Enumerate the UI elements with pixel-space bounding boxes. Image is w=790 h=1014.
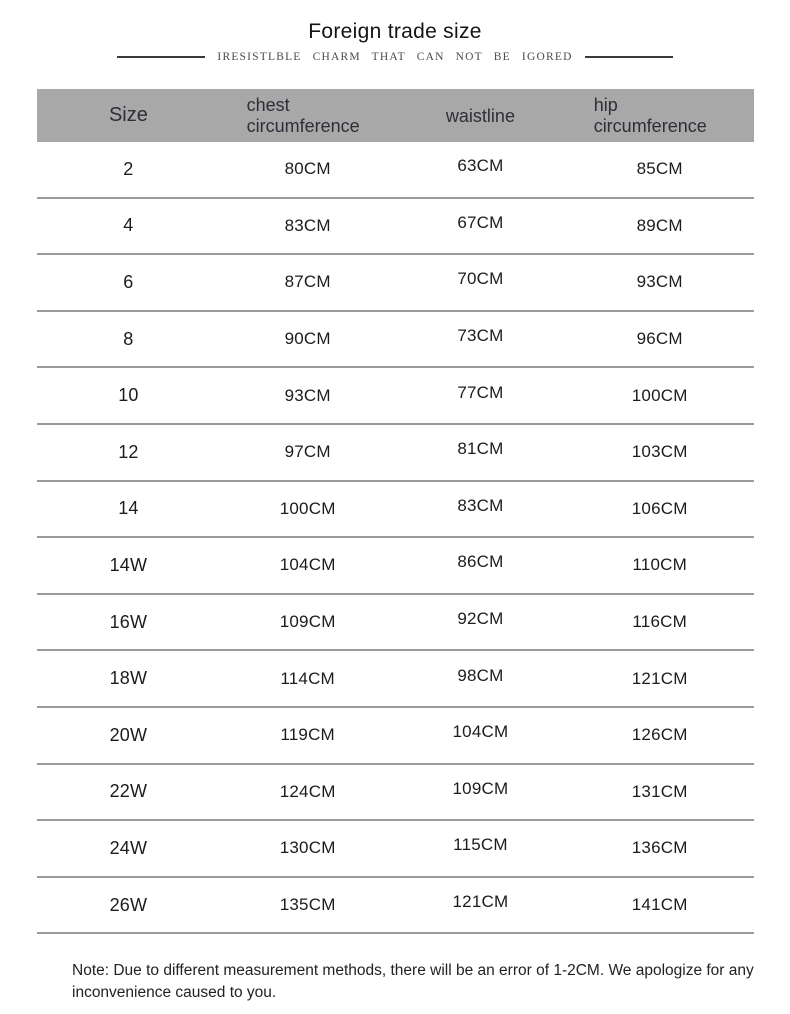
cell-waist: 121CM — [452, 892, 509, 912]
table-row — [37, 425, 754, 482]
cell-chest: 100CM — [279, 498, 336, 518]
subtitle-row — [0, 51, 790, 63]
cell-waist: 115CM — [453, 835, 508, 855]
table-row — [37, 312, 754, 369]
table-row — [37, 595, 754, 652]
cell-chest: 119CM — [280, 725, 335, 745]
subtitle-text: IRESISTLBLE CHARM THAT CAN NOT BE IGORED — [217, 51, 573, 63]
cell-chest: 93CM — [284, 385, 331, 405]
column-header-chest-label: chest circumference — [246, 94, 360, 136]
cell-waist: 81CM — [457, 439, 504, 459]
cell-size: 6 — [123, 271, 134, 292]
cell-hip: 126CM — [631, 725, 688, 745]
cell-size: 2 — [123, 158, 134, 179]
subtitle-left-line — [117, 56, 205, 58]
cell-size: 8 — [123, 328, 134, 349]
cell-hip: 110CM — [632, 555, 687, 575]
cell-chest: 135CM — [279, 895, 336, 915]
table-row — [37, 708, 754, 765]
cell-chest: 104CM — [279, 555, 336, 575]
column-header-waistline — [395, 105, 565, 127]
note-text: Note: Due to different measurement methods, there will be an error of 1-2CM. We apologize for any inconvenience caused to you. — [72, 962, 754, 1001]
table-row — [37, 482, 754, 539]
cell-hip: 106CM — [631, 498, 688, 518]
cell-waist: 73CM — [457, 326, 504, 346]
cell-size: 18W — [109, 668, 148, 689]
cell-size: 20W — [109, 724, 148, 745]
table-body — [37, 142, 754, 934]
cell-chest: 80CM — [284, 159, 331, 179]
cell-hip: 96CM — [636, 329, 683, 349]
table-row — [37, 878, 754, 935]
table-row — [37, 765, 754, 822]
table-row — [37, 651, 754, 708]
cell-waist: 77CM — [457, 382, 504, 402]
cell-size: 12 — [118, 441, 139, 462]
cell-waist: 92CM — [457, 609, 504, 629]
cell-size: 14 — [118, 498, 139, 519]
cell-hip: 89CM — [636, 215, 683, 235]
cell-waist: 70CM — [457, 269, 504, 289]
table-header-row — [37, 89, 754, 142]
cell-hip: 100CM — [631, 385, 688, 405]
cell-size: 16W — [109, 611, 148, 632]
cell-hip: 141CM — [631, 895, 688, 915]
cell-waist: 83CM — [457, 495, 504, 515]
cell-chest: 87CM — [284, 272, 331, 292]
cell-waist: 98CM — [457, 665, 504, 685]
cell-size: 14W — [109, 554, 148, 575]
table-row — [37, 368, 754, 425]
size-table — [37, 89, 754, 934]
cell-size: 26W — [109, 894, 148, 915]
cell-size: 22W — [109, 781, 148, 802]
page-title: Foreign trade size — [308, 20, 482, 43]
table-row — [37, 199, 754, 256]
column-header-hip — [565, 95, 754, 136]
cell-chest: 97CM — [284, 442, 331, 462]
cell-chest: 83CM — [284, 215, 331, 235]
cell-hip: 116CM — [632, 612, 687, 632]
cell-waist: 67CM — [457, 212, 504, 232]
table-row — [37, 821, 754, 878]
cell-size: 10 — [118, 385, 139, 406]
cell-waist: 63CM — [457, 156, 504, 176]
column-header-size-label: Size — [108, 104, 148, 127]
cell-hip: 103CM — [631, 442, 688, 462]
cell-chest: 114CM — [280, 668, 335, 688]
cell-waist: 104CM — [452, 722, 509, 742]
table-row — [37, 255, 754, 312]
cell-waist: 86CM — [457, 552, 504, 572]
cell-hip: 121CM — [631, 668, 688, 688]
cell-waist: 109CM — [452, 778, 509, 798]
column-header-hip-label: hip circumference — [593, 94, 707, 136]
cell-chest: 124CM — [279, 781, 336, 801]
cell-size: 4 — [123, 215, 134, 236]
cell-hip: 93CM — [636, 272, 683, 292]
cell-hip: 85CM — [636, 159, 683, 179]
column-header-chest — [220, 95, 396, 136]
cell-chest: 90CM — [284, 329, 331, 349]
column-header-waistline-label: waistline — [445, 105, 515, 126]
table-row — [37, 142, 754, 199]
cell-size: 24W — [109, 837, 148, 858]
table-row — [37, 538, 754, 595]
cell-chest: 130CM — [279, 838, 336, 858]
cell-chest: 109CM — [279, 612, 336, 632]
cell-hip: 131CM — [631, 781, 688, 801]
column-header-size — [37, 104, 220, 127]
cell-hip: 136CM — [631, 838, 688, 858]
subtitle-right-line — [585, 56, 673, 58]
